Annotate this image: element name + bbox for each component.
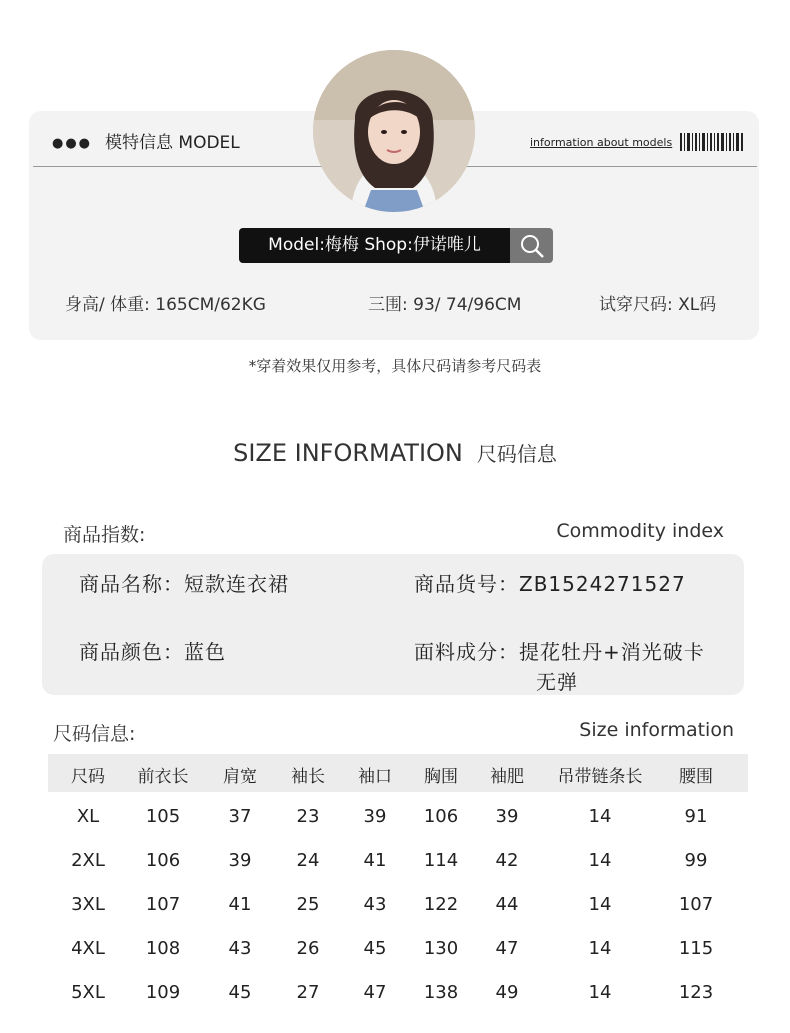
measurement-cell: 41 [228,894,252,915]
measurement-cell: 14 [588,938,612,959]
measurement-cell: 14 [588,894,612,915]
measurement-cell: 23 [296,806,320,827]
size-cell: XL [76,806,100,827]
measurement-cell: 25 [296,894,320,915]
commodity-label-en: Commodity index [556,520,724,542]
measurement-cell: 91 [684,806,708,827]
table-header-cell: 袖长 [291,767,325,787]
info-about-models: information about models [530,136,673,149]
measurement-cell: 107 [145,894,181,915]
size-title-cn: 尺码信息 [476,442,557,466]
model-shop-bar [239,228,553,263]
measurement-cell: 42 [495,850,519,871]
measurement-cell: 14 [588,850,612,871]
measurement-cell: 108 [145,938,181,959]
measurement-cell: 14 [588,806,612,827]
measurement-cell: 115 [678,938,714,959]
measurement-cell: 43 [228,938,252,959]
measurement-cell: 37 [228,806,252,827]
size-cell: 5XL [71,982,105,1003]
measurement-cell: 45 [228,982,252,1003]
commodity-label-cn: 商品指数: [63,524,146,546]
measurement-cell: 123 [678,982,714,1003]
measurement-cell: 44 [495,894,519,915]
product-fabric: 面料成分：提花牡丹+消光破卡 [414,640,705,664]
product-code: 商品货号：ZB1524271527 [414,572,686,596]
measurement-cell: 122 [423,894,459,915]
measurement-cell: 47 [363,982,387,1003]
measurement-cell: 39 [228,850,252,871]
size-table-label-cn: 尺码信息: [53,723,136,745]
measurement-cell: 49 [495,982,519,1003]
table-header-cell: 胸围 [424,767,458,787]
measurement-cell: 14 [588,982,612,1003]
fit-note: *穿着效果仅用参考，具体尺码请参考尺码表 [248,357,542,375]
size-information-title [0,438,790,467]
measurement-cell: 43 [363,894,387,915]
table-header-cell: 肩宽 [223,767,257,787]
dots-icon: ●●● [52,136,93,151]
measurement-cell: 106 [145,850,181,871]
table-header-cell: 袖肥 [490,767,524,787]
measurement-cell: 107 [678,894,714,915]
table-header-cell: 吊带链条长 [557,767,643,787]
model-avatar [313,50,475,212]
measurement-cell: 39 [363,806,387,827]
measurement-cell: 114 [423,850,459,871]
measurement-cell: 24 [296,850,320,871]
product-name: 商品名称：短款连衣裙 [79,572,289,596]
size-table-label-en: Size information [579,719,734,741]
measurement-cell: 105 [145,806,181,827]
size-cell: 3XL [71,894,105,915]
measurement-cell: 47 [495,938,519,959]
product-fabric-line2: 无弹 [536,670,578,694]
measurement-cell: 130 [423,938,459,959]
barcode-icon [680,133,744,151]
model-shop-text: Model:梅梅 Shop:伊诺唯儿 [239,228,510,263]
model-info-title: 模特信息 MODEL [105,133,240,153]
measurement-cell: 138 [423,982,459,1003]
size-cell: 4XL [71,938,105,959]
table-header-cell: 尺码 [71,767,105,787]
measurement-cell: 109 [145,982,181,1003]
measurement-cell: 39 [495,806,519,827]
size-cell: 2XL [71,850,105,871]
measurement-cell: 41 [363,850,387,871]
measurements: 三围: 93/ 74/96CM [368,295,522,315]
product-color: 商品颜色：蓝色 [79,640,226,664]
measurement-cell: 45 [363,938,387,959]
measurement-cell: 27 [296,982,320,1003]
measurement-cell: 99 [684,850,708,871]
height-weight: 身高/ 体重: 165CM/62KG [65,295,266,315]
table-header-cell: 袖口 [358,767,392,787]
measurement-cell: 26 [296,938,320,959]
try-size: 试穿尺码: XL码 [599,295,717,315]
measurement-cell: 106 [423,806,459,827]
table-header-cell: 腰围 [679,767,713,787]
size-title-en: SIZE INFORMATION [233,439,463,467]
search-icon[interactable] [510,228,553,263]
table-header-cell: 前衣长 [137,767,189,787]
